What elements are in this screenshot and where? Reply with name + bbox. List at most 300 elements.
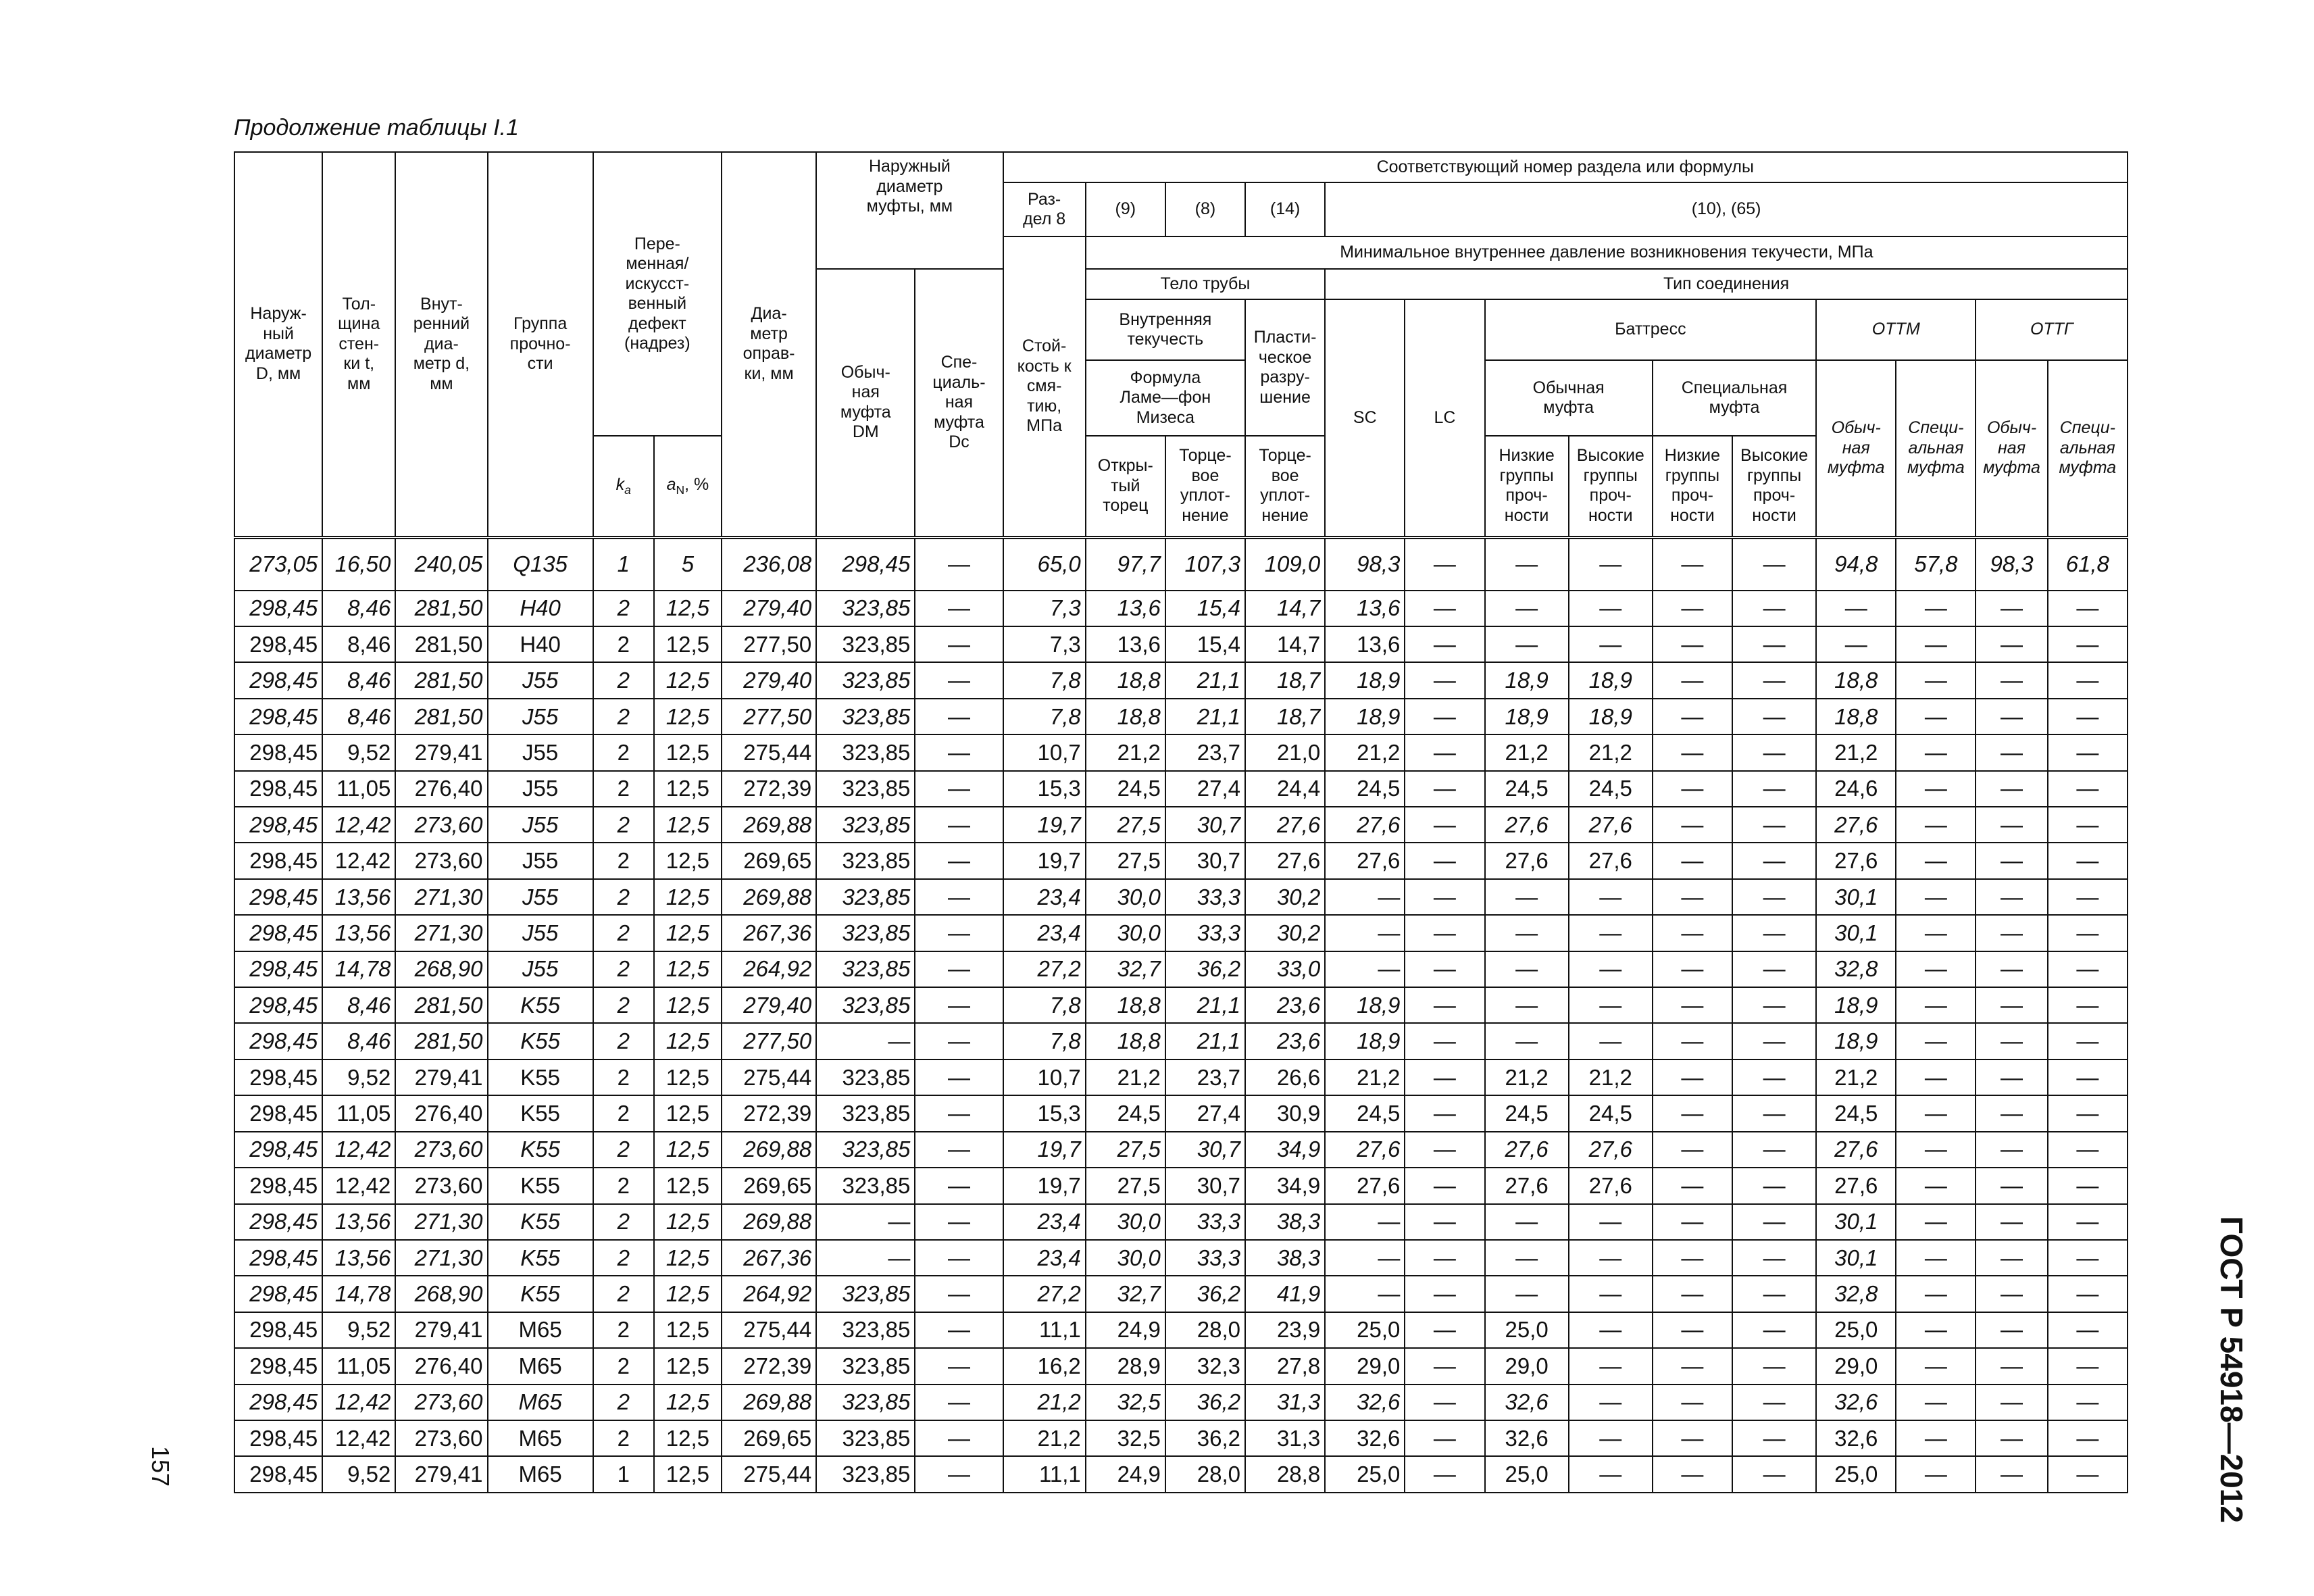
table-cell: 32,6	[1485, 1420, 1569, 1456]
table-cell: 323,85	[816, 1132, 915, 1168]
header-internal-yield: Внутренняя текучесть	[1086, 299, 1245, 360]
table-cell: 13,6	[1086, 626, 1165, 662]
table-cell: 25,0	[1325, 1312, 1405, 1348]
table-cell: 279,40	[722, 987, 816, 1023]
table-cell: 27,5	[1086, 1132, 1165, 1168]
table-cell: 15,3	[1003, 771, 1086, 807]
table-cell: —	[1896, 1348, 1976, 1384]
table-row	[234, 1204, 2128, 1240]
table-cell: 12,42	[322, 1385, 395, 1420]
table-cell: —	[1325, 915, 1405, 951]
table-cell: 27,6	[1325, 1132, 1405, 1168]
table-cell: —	[915, 843, 1003, 878]
table-cell: 13,56	[322, 1204, 395, 1240]
table-cell: 28,9	[1086, 1348, 1165, 1384]
table-cell: —	[1732, 1240, 1816, 1276]
table-cell: —	[1569, 1023, 1653, 1059]
header-special-high: Высокие группы проч- ности	[1732, 436, 1816, 537]
table-cell: 272,39	[722, 1095, 816, 1131]
table-cell: 30,0	[1086, 879, 1165, 915]
table-cell: 21,1	[1165, 662, 1245, 698]
table-cell: 19,7	[1003, 1132, 1086, 1168]
table-cell: —	[1732, 987, 1816, 1023]
table-cell: —	[1976, 1132, 2047, 1168]
table-cell: 298,45	[234, 662, 322, 698]
table-cell: 18,9	[1816, 1023, 1896, 1059]
table-cell: 12,42	[322, 1420, 395, 1456]
table-cell: —	[1732, 843, 1816, 878]
header-formula-8: (8)	[1165, 182, 1245, 236]
table-cell: 12,5	[654, 1132, 722, 1168]
table-cell: 12,5	[654, 662, 722, 698]
table-cell: 30,0	[1086, 1240, 1165, 1276]
table-cell: 32,5	[1086, 1420, 1165, 1456]
table-cell: 27,5	[1086, 1168, 1165, 1203]
table-cell: 323,85	[816, 807, 915, 843]
table-cell: —	[1653, 1240, 1732, 1276]
table-cell: 21,2	[1569, 1059, 1653, 1095]
table-cell: —	[1976, 1276, 2047, 1312]
table-cell: 2	[593, 1312, 654, 1348]
table-cell: —	[1732, 734, 1816, 770]
table-cell: 18,8	[1816, 662, 1896, 698]
table-cell: 2	[593, 699, 654, 734]
table-cell: —	[1816, 591, 1896, 626]
table-cell: 29,0	[1816, 1348, 1896, 1384]
header-end-seal: Торце- вое уплот- нение	[1165, 436, 1245, 537]
table-cell: 32,6	[1485, 1385, 1569, 1420]
table-cell: 236,08	[722, 537, 816, 591]
table-cell: 38,3	[1245, 1240, 1325, 1276]
table-cell: 30,1	[1816, 1204, 1896, 1240]
table-cell: —	[1485, 1276, 1569, 1312]
table-cell: 18,9	[1816, 987, 1896, 1023]
table-cell: 10,7	[1003, 734, 1086, 770]
table-cell: 27,6	[1325, 807, 1405, 843]
table-cell: —	[1896, 1168, 1976, 1203]
table-cell: 27,5	[1086, 843, 1165, 878]
table-cell: —	[1732, 1385, 1816, 1420]
table-cell: 12,5	[654, 699, 722, 734]
table-cell: —	[2048, 626, 2128, 662]
table-cell: 298,45	[234, 807, 322, 843]
header-special-coupling: Специальная муфта	[1653, 360, 1816, 436]
table-cell: —	[1653, 951, 1732, 987]
table-cell: —	[1569, 915, 1653, 951]
table-cell: —	[915, 951, 1003, 987]
header-ottg-special: Специ- альная муфта	[2048, 360, 2128, 537]
table-cell: —	[915, 537, 1003, 591]
table-row	[234, 699, 2128, 734]
table-cell: 30,1	[1816, 1240, 1896, 1276]
table-cell: 23,4	[1003, 1240, 1086, 1276]
table-cell: 276,40	[395, 1095, 487, 1131]
table-row	[234, 1385, 2128, 1420]
table-cell: 19,7	[1003, 807, 1086, 843]
table-cell: 21,2	[1569, 734, 1653, 770]
table-cell: 275,44	[722, 1059, 816, 1095]
table-cell: 15,3	[1003, 1095, 1086, 1131]
table-cell: 12,42	[322, 843, 395, 878]
table-cell: —	[1569, 1420, 1653, 1456]
table-cell: 269,88	[722, 879, 816, 915]
table-cell: 18,8	[1086, 987, 1165, 1023]
table-cell: —	[1732, 1132, 1816, 1168]
table-cell: 298,45	[234, 1420, 322, 1456]
table-cell: —	[1325, 951, 1405, 987]
table-cell: —	[1653, 1023, 1732, 1059]
table-cell: 2	[593, 879, 654, 915]
table-cell: —	[1569, 591, 1653, 626]
table-cell: —	[915, 699, 1003, 734]
table-cell: 7,3	[1003, 626, 1086, 662]
table-cell: 12,5	[654, 951, 722, 987]
table-cell: 24,9	[1086, 1312, 1165, 1348]
table-cell: 25,0	[1816, 1312, 1896, 1348]
table-cell: 98,3	[1325, 537, 1405, 591]
table-cell: 24,5	[1569, 771, 1653, 807]
table-cell: —	[1653, 699, 1732, 734]
table-cell: —	[1405, 1168, 1484, 1203]
table-cell: 269,65	[722, 843, 816, 878]
table-cell: 21,2	[1485, 734, 1569, 770]
table-cell: 323,85	[816, 879, 915, 915]
table-row	[234, 1276, 2128, 1312]
table-cell: 21,2	[1325, 734, 1405, 770]
table-cell: —	[1569, 1348, 1653, 1384]
table-cell: —	[1653, 1168, 1732, 1203]
table-cell: —	[1732, 626, 1816, 662]
table-cell: 109,0	[1245, 537, 1325, 591]
table-cell: 323,85	[816, 699, 915, 734]
header-an: $a_N$, %	[654, 436, 722, 537]
table-cell: 27,6	[1485, 1132, 1569, 1168]
table-cell: 1	[593, 537, 654, 591]
table-cell: —	[915, 915, 1003, 951]
table-cell: 2	[593, 1095, 654, 1131]
header-open-end: Откры- тый торец	[1086, 436, 1165, 537]
table-cell: H40	[488, 591, 593, 626]
table-cell: 323,85	[816, 734, 915, 770]
table-row	[234, 591, 2128, 626]
table-cell: 24,5	[1569, 1095, 1653, 1131]
table-cell: —	[1485, 537, 1569, 591]
header-coupling-od: Наружный диаметр муфты, мм	[816, 152, 1003, 269]
table-cell: —	[2048, 1059, 2128, 1095]
table-cell: —	[1653, 1132, 1732, 1168]
table-cell: 98,3	[1976, 537, 2047, 591]
table-cell: 18,9	[1325, 1023, 1405, 1059]
table-cell: —	[915, 662, 1003, 698]
table-cell: 33,3	[1165, 879, 1245, 915]
table-cell: —	[1653, 987, 1732, 1023]
table-cell: —	[1732, 1059, 1816, 1095]
table-cell: —	[1732, 1420, 1816, 1456]
page-number: 157	[147, 1446, 174, 1487]
table-cell: K55	[488, 1023, 593, 1059]
table-cell: —	[1976, 1023, 2047, 1059]
table-cell: 33,3	[1165, 1240, 1245, 1276]
table-cell: 298,45	[234, 699, 322, 734]
table-cell: J55	[488, 807, 593, 843]
table-cell: —	[2048, 1095, 2128, 1131]
table-cell: M65	[488, 1456, 593, 1493]
table-cell: —	[1896, 1095, 1976, 1131]
table-cell: —	[1405, 1095, 1484, 1131]
table-cell: 12,5	[654, 987, 722, 1023]
table-cell: —	[1732, 1312, 1816, 1348]
table-cell: 30,1	[1816, 915, 1896, 951]
table-cell: —	[1976, 1168, 2047, 1203]
table-cell: 2	[593, 1023, 654, 1059]
table-cell: K55	[488, 1059, 593, 1095]
table-cell: —	[1732, 951, 1816, 987]
table-cell: —	[2048, 807, 2128, 843]
table-cell: 12,5	[654, 1059, 722, 1095]
table-cell: —	[1405, 807, 1484, 843]
table-cell: 12,5	[654, 1312, 722, 1348]
header-section-title: Соответствующий номер раздела или формулы	[1003, 152, 2128, 182]
table-cell: 323,85	[816, 915, 915, 951]
table-cell: 30,0	[1086, 915, 1165, 951]
table-cell: —	[1976, 807, 2047, 843]
table-cell: —	[1405, 1240, 1484, 1276]
table-cell: 18,9	[1485, 699, 1569, 734]
table-cell: 23,9	[1245, 1312, 1325, 1348]
table-cell: —	[1732, 1168, 1816, 1203]
table-cell: 32,6	[1816, 1420, 1896, 1456]
table-cell: 19,7	[1003, 1168, 1086, 1203]
table-cell: —	[2048, 1312, 2128, 1348]
table-cell: —	[1896, 1204, 1976, 1240]
table-cell: 2	[593, 734, 654, 770]
table-cell: 264,92	[722, 1276, 816, 1312]
table-cell: 41,9	[1245, 1276, 1325, 1312]
table-cell: 27,6	[1245, 807, 1325, 843]
table-cell: 2	[593, 771, 654, 807]
table-cell: —	[1653, 807, 1732, 843]
table-row	[234, 1240, 2128, 1276]
table-cell: 30,7	[1165, 1132, 1245, 1168]
table-cell: 281,50	[395, 1023, 487, 1059]
header-plastic-end-seal: Торце- вое уплот- нение	[1245, 436, 1325, 537]
table-row	[234, 1312, 2128, 1348]
table-cell: —	[1325, 1204, 1405, 1240]
table-cell: 298,45	[234, 1312, 322, 1348]
table-cell: 2	[593, 987, 654, 1023]
table-cell: 323,85	[816, 1385, 915, 1420]
table-cell: M65	[488, 1312, 593, 1348]
table-cell: 12,42	[322, 807, 395, 843]
table-cell: 27,2	[1003, 951, 1086, 987]
table-cell: 12,5	[654, 1095, 722, 1131]
header-ottg-regular: Обыч- ная муфта	[1976, 360, 2047, 537]
table-cell: 23,7	[1165, 734, 1245, 770]
table-cell: 27,6	[1325, 843, 1405, 878]
header-formula-9: (9)	[1086, 182, 1165, 236]
table-cell: 276,40	[395, 1348, 487, 1384]
table-cell: 27,4	[1165, 1095, 1245, 1131]
header-section-8: Раз- дел 8	[1003, 182, 1086, 236]
table-row	[234, 1348, 2128, 1384]
table-cell: 10,7	[1003, 1059, 1086, 1095]
table-cell: —	[1732, 662, 1816, 698]
table-cell: —	[1569, 626, 1653, 662]
table-cell: 32,3	[1165, 1348, 1245, 1384]
table-cell: 273,05	[234, 537, 322, 591]
table-cell: —	[1405, 879, 1484, 915]
table-cell: 25,0	[1485, 1312, 1569, 1348]
table-cell: —	[1732, 915, 1816, 951]
table-cell: 268,90	[395, 951, 487, 987]
table-cell: —	[1896, 1023, 1976, 1059]
table-cell: —	[2048, 1023, 2128, 1059]
table-cell: —	[1405, 626, 1484, 662]
table-cell: —	[1653, 1385, 1732, 1420]
header-coupling-regular: Обыч- ная муфта DM	[816, 269, 915, 537]
table-cell: 323,85	[816, 1312, 915, 1348]
table-cell: 2	[593, 843, 654, 878]
table-cell: —	[1569, 951, 1653, 987]
table-cell: 2	[593, 1385, 654, 1420]
table-cell: 32,7	[1086, 1276, 1165, 1312]
table-cell: —	[915, 734, 1003, 770]
table-cell: Q135	[488, 537, 593, 591]
table-cell: 2	[593, 915, 654, 951]
table-cell: 14,78	[322, 1276, 395, 1312]
table-cell: 27,8	[1245, 1348, 1325, 1384]
table-cell: 30,7	[1165, 807, 1245, 843]
table-cell: 9,52	[322, 1312, 395, 1348]
table-cell: 30,2	[1245, 879, 1325, 915]
table-cell: 11,05	[322, 1348, 395, 1384]
table-cell: 12,5	[654, 1456, 722, 1493]
header-regular-high: Высокие группы проч- ности	[1569, 436, 1653, 537]
table-cell: 23,4	[1003, 915, 1086, 951]
table-cell: 264,92	[722, 951, 816, 987]
table-cell: 32,6	[1816, 1385, 1896, 1420]
table-cell: —	[1732, 1348, 1816, 1384]
table-cell: 31,3	[1245, 1385, 1325, 1420]
table-row	[234, 987, 2128, 1023]
data-table	[234, 151, 2128, 1493]
table-cell: —	[1405, 591, 1484, 626]
table-cell: 18,8	[1816, 699, 1896, 734]
table-cell: 9,52	[322, 734, 395, 770]
table-cell: 298,45	[234, 1456, 322, 1493]
table-cell: —	[1405, 987, 1484, 1023]
document-title: ГОСТ Р 54918—2012	[2214, 1216, 2249, 1523]
table-cell: —	[816, 1023, 915, 1059]
table-cell: 298,45	[234, 915, 322, 951]
header-pipe-body: Тело трубы	[1086, 269, 1325, 299]
table-cell: —	[915, 1132, 1003, 1168]
table-cell: 27,4	[1165, 771, 1245, 807]
table-cell: —	[1485, 1240, 1569, 1276]
table-cell: —	[1976, 1240, 2047, 1276]
table-cell: —	[1976, 734, 2047, 770]
table-cell: 18,7	[1245, 662, 1325, 698]
table-cell: J55	[488, 951, 593, 987]
table-cell: —	[1569, 1456, 1653, 1493]
table-cell: —	[1653, 771, 1732, 807]
table-cell: —	[915, 807, 1003, 843]
header-lc: LC	[1405, 299, 1484, 537]
table-cell: 13,6	[1325, 591, 1405, 626]
table-cell: —	[915, 1348, 1003, 1384]
table-cell: 298,45	[234, 626, 322, 662]
table-cell: 21,2	[1003, 1385, 1086, 1420]
table-cell: 272,39	[722, 771, 816, 807]
table-cell: 15,4	[1165, 591, 1245, 626]
table-cell: 13,56	[322, 879, 395, 915]
table-cell: J55	[488, 662, 593, 698]
table-cell: —	[1653, 843, 1732, 878]
table-cell: —	[915, 1456, 1003, 1493]
table-cell: —	[1732, 699, 1816, 734]
table-cell: —	[1732, 1023, 1816, 1059]
table-cell: 27,6	[1485, 1168, 1569, 1203]
table-cell: 269,65	[722, 1168, 816, 1203]
table-cell: —	[1896, 1059, 1976, 1095]
table-cell: —	[1976, 951, 2047, 987]
table-cell: —	[2048, 1204, 2128, 1240]
table-cell: —	[1569, 879, 1653, 915]
table-cell: 18,9	[1569, 662, 1653, 698]
header-wall-thickness: Тол- щина стен- ки t, мм	[322, 152, 395, 537]
table-cell: J55	[488, 734, 593, 770]
table-row	[234, 1095, 2128, 1131]
table-cell: 8,46	[322, 1023, 395, 1059]
header-regular-coupling: Обычная муфта	[1485, 360, 1653, 436]
table-cell: 27,5	[1086, 807, 1165, 843]
table-cell: 16,2	[1003, 1348, 1086, 1384]
table-cell: 9,52	[322, 1059, 395, 1095]
table-cell: —	[1569, 1385, 1653, 1420]
table-cell: 19,7	[1003, 843, 1086, 878]
table-cell: 18,8	[1086, 1023, 1165, 1059]
table-cell: 24,5	[1086, 771, 1165, 807]
table-row	[234, 879, 2128, 915]
table-cell: 34,9	[1245, 1132, 1325, 1168]
table-cell: 279,41	[395, 734, 487, 770]
table-cell: 279,40	[722, 591, 816, 626]
header-lame-formula: Формула Ламе—фон Мизеса	[1086, 360, 1245, 436]
table-cell: 13,6	[1325, 626, 1405, 662]
table-cell: —	[1976, 662, 2047, 698]
table-cell: —	[915, 1420, 1003, 1456]
table-row	[234, 807, 2128, 843]
table-cell: 12,5	[654, 807, 722, 843]
table-cell: 57,8	[1896, 537, 1976, 591]
table-cell: 107,3	[1165, 537, 1245, 591]
table-cell: —	[1569, 1312, 1653, 1348]
table-cell: 24,6	[1816, 771, 1896, 807]
table-cell: 323,85	[816, 843, 915, 878]
table-row	[234, 771, 2128, 807]
table-cell: 18,9	[1325, 699, 1405, 734]
table-cell: —	[1653, 734, 1732, 770]
table-cell: 277,50	[722, 626, 816, 662]
table-cell: 27,6	[1245, 843, 1325, 878]
table-row	[234, 1132, 2128, 1168]
table-cell: 276,40	[395, 771, 487, 807]
table-cell: 21,2	[1003, 1420, 1086, 1456]
table-cell: —	[1732, 537, 1816, 591]
table-cell: —	[1732, 1276, 1816, 1312]
header-coupling-special: Спе- циаль- ная муфта Dc	[915, 269, 1003, 537]
table-cell: 13,56	[322, 915, 395, 951]
